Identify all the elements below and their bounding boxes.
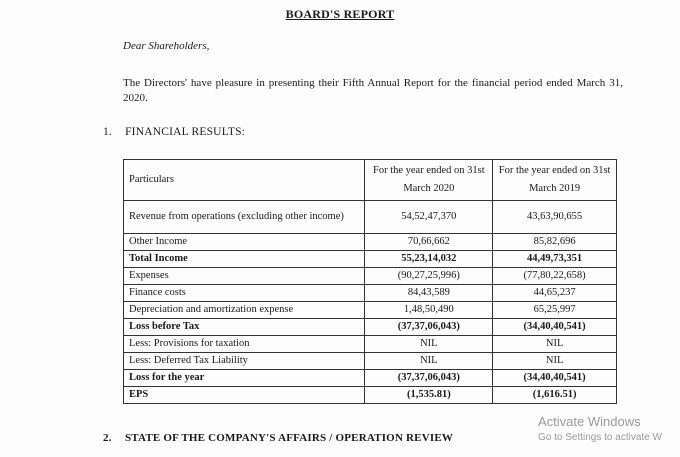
value-2019: 85,82,696 (493, 234, 617, 251)
row-label: Expenses (124, 268, 365, 285)
section-number: 2. (103, 432, 112, 444)
value-2019: 44,65,237 (493, 285, 617, 302)
header-year-2019: For the year ended on 31st March 2019 (493, 160, 617, 201)
row-label: EPS (124, 387, 365, 404)
section-title: FINANCIAL RESULTS: (125, 126, 246, 138)
value-2020: 1,48,50,490 (365, 302, 493, 319)
row-label: Total Income (124, 251, 365, 268)
table-row (124, 387, 617, 404)
header-particulars: Particulars (124, 160, 365, 201)
section-title: STATE OF THE COMPANY'S AFFAIRS / OPERATION REVIEW (124, 432, 454, 444)
row-label: Less: Deferred Tax Liability (124, 353, 365, 370)
watermark-title: Activate Windows (538, 414, 641, 429)
value-2019: 43,63,90,655 (493, 201, 617, 234)
value-2019: (34,40,40,541) (493, 370, 617, 387)
section-company-affairs (103, 432, 453, 444)
table-row (124, 336, 617, 353)
section-financial-results (103, 126, 245, 138)
row-label: Other Income (124, 234, 365, 251)
table-row (124, 268, 617, 285)
header-year-2020: For the year ended on 31st March 2020 (365, 160, 493, 201)
value-2020: (37,37,06,043) (365, 370, 493, 387)
intro-paragraph: The Directors' have pleasure in presenting their Fifth Annual Report for the financial period ended March 31, 2020. (123, 77, 623, 104)
salutation: Dear Shareholders, (123, 40, 210, 52)
value-2019: NIL (493, 336, 617, 353)
value-2020: NIL (365, 353, 493, 370)
value-2020: 55,23,14,032 (365, 251, 493, 268)
table-row (124, 302, 617, 319)
value-2019: (77,80,22,658) (493, 268, 617, 285)
table-row (124, 353, 617, 370)
row-label: Finance costs (124, 285, 365, 302)
value-2020: (1,535.81) (365, 387, 493, 404)
value-2020: (90,27,25,996) (365, 268, 493, 285)
value-2020: NIL (365, 336, 493, 353)
section-number: 1. (103, 126, 113, 138)
table-header-row (124, 160, 617, 201)
value-2020: 54,52,47,370 (365, 201, 493, 234)
value-2020: 70,66,662 (365, 234, 493, 251)
value-2020: (37,37,06,043) (365, 319, 493, 336)
row-label: Revenue from operations (excluding other income) (124, 201, 365, 234)
value-2019: NIL (493, 353, 617, 370)
row-label: Depreciation and amortization expense (124, 302, 365, 319)
value-2019: (1,616.51) (493, 387, 617, 404)
table-row (124, 234, 617, 251)
report-title: BOARD'S REPORT (285, 7, 395, 21)
table-row (124, 319, 617, 336)
table-row (124, 251, 617, 268)
table-row (124, 201, 617, 234)
value-2020: 84,43,589 (365, 285, 493, 302)
row-label: Loss for the year (124, 370, 365, 387)
watermark-subtitle: Go to Settings to activate W (538, 432, 662, 443)
table-row (124, 285, 617, 302)
value-2019: 65,25,997 (493, 302, 617, 319)
table-row (124, 370, 617, 387)
row-label: Less: Provisions for taxation (124, 336, 365, 353)
value-2019: 44,49,73,351 (493, 251, 617, 268)
activate-windows-watermark (538, 414, 662, 443)
financial-results-table (123, 159, 617, 404)
value-2019: (34,40,40,541) (493, 319, 617, 336)
row-label: Loss before Tax (124, 319, 365, 336)
